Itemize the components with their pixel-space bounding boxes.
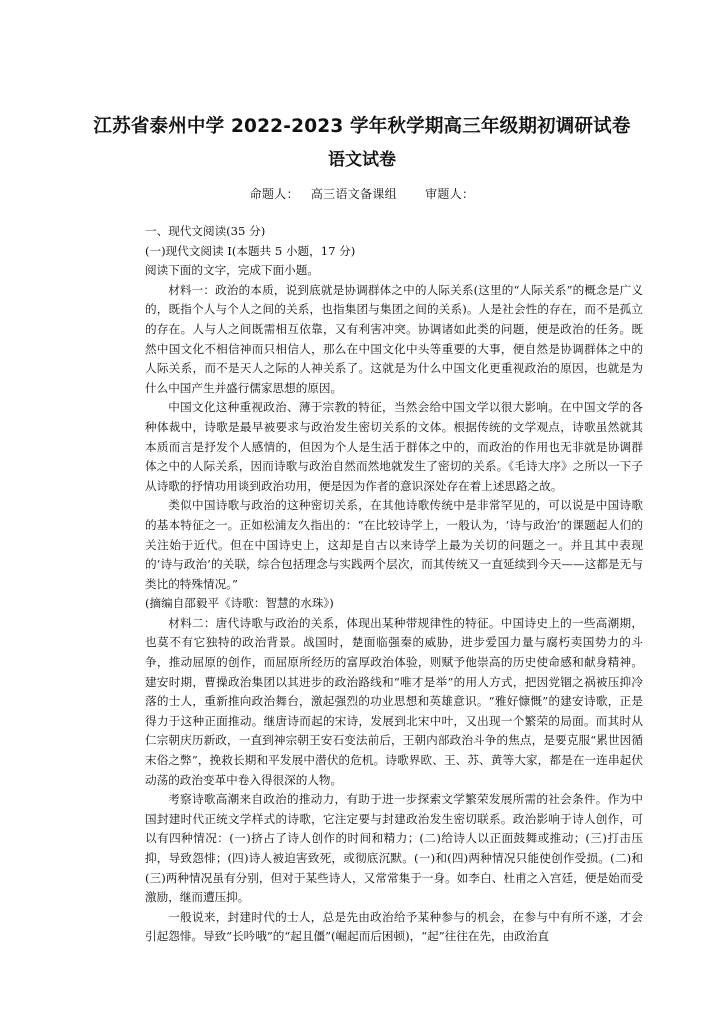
passage bbox=[145, 222, 643, 947]
instruction: 阅读下面的文字，完成下面小题。 bbox=[145, 263, 319, 278]
exam-title: 江苏省泰州中学 2022-2023 学年秋学期高三年级期初调研试卷 bbox=[93, 116, 631, 137]
setter-label: 命题人： bbox=[249, 187, 299, 201]
setter-name: 高三语文备课组 bbox=[310, 187, 397, 201]
paragraph: 类似中国诗歌与政治的这种密切关系，在其他诗歌传统中是非常罕见的，可以说是中国诗歌的基本特征之一。正如松浦友久指出的：“在比较诗学上，一般认为，‘诗与政治’的课题起人们的关注始于近代。但在中国诗史上，这却是自古以来诗学上最为关切的问题之一。并且其中表现的‘诗与政治’的关联，综合包括理念与实践两个层次，而其传统又一直延续到今天——这都是无与类比的特殊情况。” bbox=[145, 498, 643, 591]
author-line bbox=[0, 185, 724, 202]
subsection-heading: (一)现代文阅读 I(本题共 5 小题，17 分) bbox=[145, 243, 356, 258]
source-citation: (摘编自邵毅平《诗歌：智慧的水珠》) bbox=[145, 596, 334, 611]
reviewer-label: 审题人： bbox=[425, 187, 475, 201]
paragraph: 材料二：唐代诗歌与政治的关系，体现出某种带规律性的特征。中国诗史上的一些高潮期，也莫不有它独特的政治背景。战国时，楚面临强秦的威胁，进步爱国力量与腐朽卖国势力的斗争，推动屈原的创作，而屈原所经历的富厚政治体验，则赋予他崇高的历史使命感和献身精神。建安时期，曹操政治集团以其进步的政治路线和“唯才是举”的用人方式，把因党锢之祸被压抑冷落的士人，重新推向政治舞台，激起强烈的功业思想和英雄意识。“雅好慷慨”的建安诗歌，正是得力于这种正面推动。继唐诗而起的宋诗，发展到北宋中叶，又出现一个繁荣的局面。而其时从仁宗朝庆历新政，一直到神宗朝王安石变法前后，王朝内部政治斗争的焦点，是要克服“累世因循末俗之弊”，挽救长期和平发展中潜伏的危机。诗歌界欧、王、苏、黄等大家，都是在一连串起伏动荡的政治变革中卷入得很深的人物。 bbox=[145, 615, 643, 787]
paragraph: 考察诗歌高潮来自政治的推动力，有助于进一步探索文学繁荣发展所需的社会条件。作为中国封建时代正统文学样式的诗歌，它注定要与封建政治发生密切联系。政治影响于诗人创作，可以有四种情况：(一)挤占了诗人创作的时间和精力；(二)给诗人以正面鼓舞或推动；(三)打击压抑，导致怨悱；(四)诗人被迫害致死，或彻底沉默。(一)和(四)两种情况只能使创作受损。(二)和(三)两种情况虽有分别，但对于某些诗人，又常常集于一身。如李白、杜甫之入宫廷，便是始而受激励，继而遭压抑。 bbox=[145, 792, 643, 905]
paragraph: 一般说来，封建时代的士人，总是先由政治给予某种参与的机会，在参与中有所不遂，才会引起怨悱。导致“长吟哦”的“起且僵”(崛起而后困顿)，“起”往往在先，由政治直 bbox=[145, 909, 643, 944]
paragraph: 中国文化这种重视政治、薄于宗教的特征，当然会给中国文学以很大影响。在中国文学的各种体裁中，诗歌是最早被要求与政治发生密切关系的文体。根据传统的文学观点，诗歌虽然就其本质而言是抒发个人感情的，但因为个人是生活于群体之中的，而政治的作用也无非就是协调群体之中的人际关系，因而诗歌与政治自然而然地就发生了密切的关系。《毛诗大序》之所以一下子从诗歌的抒情功用谈到政治功用，便是因为作者的意识深处存在着上述思路之故。 bbox=[145, 400, 643, 493]
exam-subtitle: 语文试卷 bbox=[328, 150, 396, 170]
section-heading: 一、现代文阅读(35 分) bbox=[145, 224, 266, 238]
paragraph: 材料一：政治的本质，说到底就是协调群体之中的人际关系(这里的“人际关系”的概念是广义的，既指个人与个人之间的关系，也指集团与集团之间的关系)。人是社会性的存在，而不是孤立的存在。人与人之间既需相互依靠，又有利害冲突。协调诸如此类的问题，便是政治的任务。既然中国文化不相信神而只相信人，那么在中国文化中头等重要的大事，便自然是协调群体之中的人际关系，而不是天人之际的人神关系了。这就是为什么中国文化更重视政治的原因，也就是为什么中国产生并盛行儒家思想的原因。 bbox=[145, 282, 643, 395]
